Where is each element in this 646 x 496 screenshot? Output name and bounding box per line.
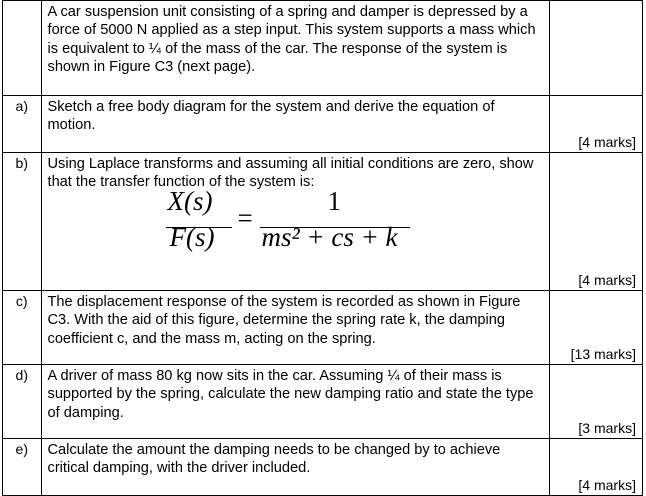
question-text-b: Using Laplace transforms and assuming all initial conditions are zero, show that the transfer function of the system is:: [47, 156, 534, 191]
question-label-c: c): [3, 291, 42, 365]
marks-cell-a: [549, 96, 642, 153]
question-row-d: [3, 365, 643, 439]
marks-cell-d: [549, 365, 642, 439]
intro-text: A car suspension unit consisting of a spring and damper is depressed by a force of 5000 N applied as a step input. This system supports a mass which is equivalent to ¼ of the mass of the car. The response of the system is shown in Figure C3 (next page).: [41, 1, 549, 96]
marks-cell-c: [549, 291, 642, 365]
marks-e: [4 marks]: [578, 477, 636, 493]
question-text-c: The displacement response of the system is recorded as shown in Figure C3. With the aid of this figure, determine the spring rate k, the damping coefficient c, and the mass m, acting on the spring.: [41, 291, 549, 365]
formula-rhs-numerator: 1: [327, 185, 342, 216]
transfer-function-formula: [48, 185, 543, 272]
formula-lhs-numerator: X(s): [167, 185, 213, 216]
question-label-a: a): [3, 96, 42, 153]
marks-c: [13 marks]: [570, 346, 636, 362]
marks-b: [4 marks]: [578, 272, 636, 288]
question-text-d: A driver of mass 80 kg now sits in the car. Assuming ¼ of their mass is supported by the spring, calculate the new damping ratio and state the type of damping.: [41, 365, 549, 439]
question-text-e: Calculate the amount the damping needs to be changed by to achieve critical damping, with the driver included.: [41, 439, 549, 496]
question-row-b: [3, 153, 643, 291]
intro-row: [3, 1, 643, 96]
question-label-d: d): [3, 365, 42, 439]
question-row-a: [3, 96, 643, 153]
question-text-a: Sketch a free body diagram for the system and derive the equation of motion.: [41, 96, 549, 153]
question-row-c: [3, 291, 643, 365]
question-row-e: [3, 439, 643, 496]
question-cell-b: [41, 153, 549, 291]
question-label-b: b): [3, 153, 42, 291]
formula-rhs-denominator: ms² + cs + k: [261, 221, 398, 252]
marks-cell-b: [549, 153, 642, 291]
intro-label-cell: [3, 1, 42, 96]
question-table: [2, 0, 643, 496]
marks-a: [4 marks]: [578, 134, 636, 150]
question-label-e: e): [3, 439, 42, 496]
formula-lhs-denominator: F(s): [169, 221, 215, 252]
intro-marks-cell: [549, 1, 642, 96]
marks-cell-e: [549, 439, 642, 496]
formula-equals: =: [237, 202, 253, 233]
marks-d: [3 marks]: [578, 420, 636, 436]
